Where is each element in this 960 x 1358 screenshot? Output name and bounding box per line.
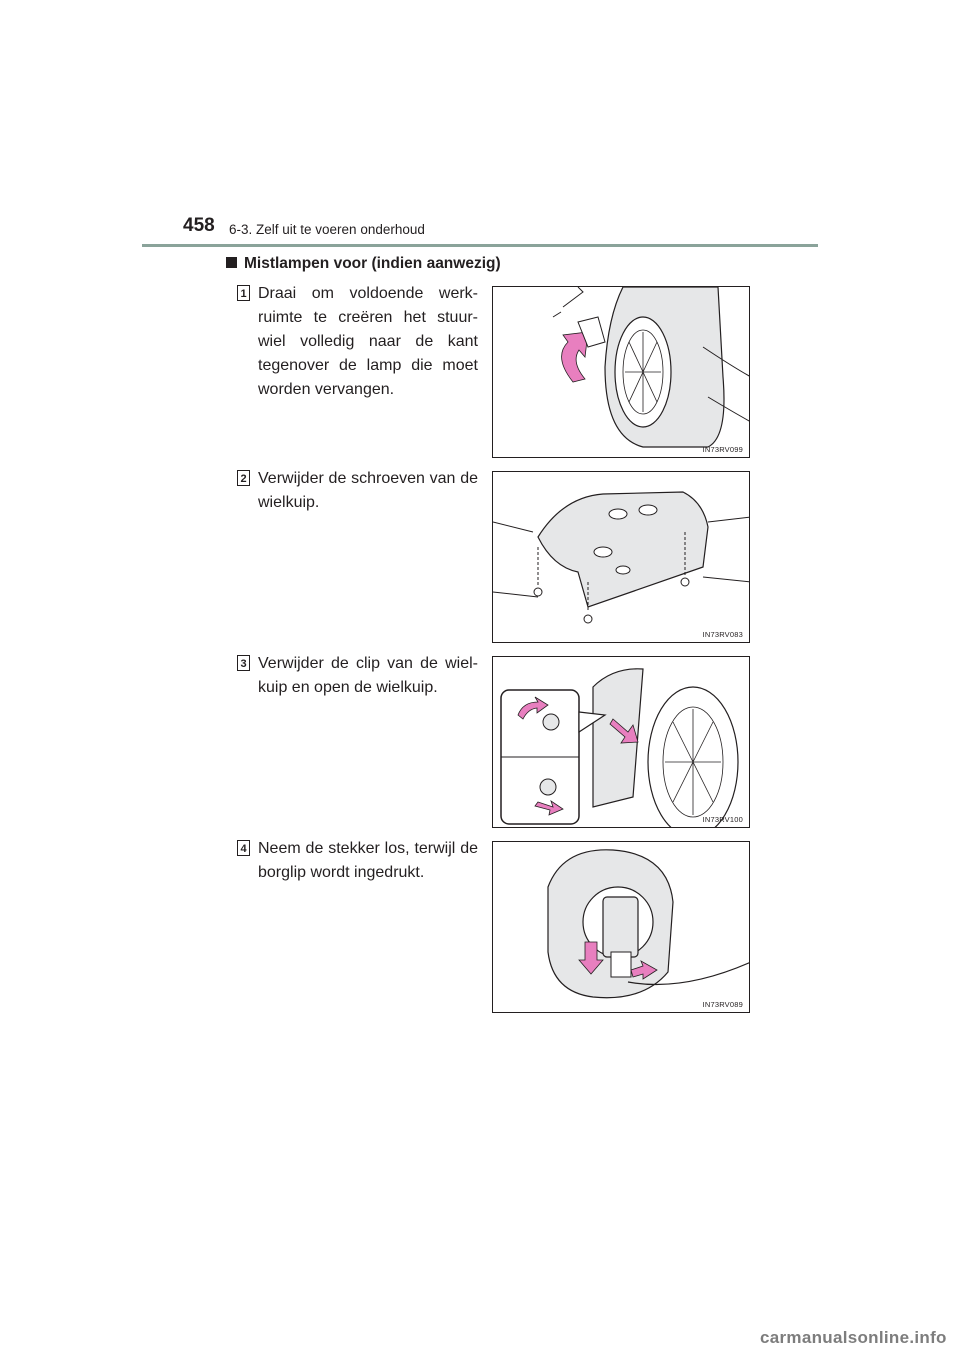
section-heading bbox=[226, 255, 501, 273]
section-title: 6-3. Zelf uit te voeren onderhoud bbox=[229, 222, 425, 237]
step-number-4: 4 bbox=[237, 840, 250, 856]
figure-code-4: IN73RV089 bbox=[702, 1000, 743, 1009]
fog-lamp-connector-illustration bbox=[493, 842, 750, 1013]
steered-wheel-illustration bbox=[493, 287, 750, 458]
figure-2 bbox=[492, 471, 750, 643]
figure-code-1: IN73RV099 bbox=[702, 445, 743, 454]
figure-3 bbox=[492, 656, 750, 828]
wheel-housing-clip-illustration bbox=[493, 657, 750, 828]
figure-1 bbox=[492, 286, 750, 458]
figure-code-3: IN73RV100 bbox=[702, 815, 743, 824]
step-number-1: 1 bbox=[237, 285, 250, 301]
step-number-3: 3 bbox=[237, 655, 250, 671]
square-bullet-icon bbox=[226, 257, 237, 268]
figure-code-2: IN73RV083 bbox=[702, 630, 743, 639]
wheel-housing-screws-illustration bbox=[493, 472, 750, 643]
figure-4 bbox=[492, 841, 750, 1013]
watermark-link[interactable]: carmanualsonline.info bbox=[760, 1328, 947, 1347]
step-text-1: Draai om voldoende werk- ruimte te creëren het stuur- wiel volledig naar de kant tegenover de lamp die moet worden vervangen. bbox=[258, 285, 478, 398]
step-text-2: Verwijder de schroeven van de wielkuip. bbox=[258, 470, 478, 511]
step-text-4: Neem de stekker los, terwijl de borglip wordt ingedrukt. bbox=[258, 840, 478, 881]
step-text-3: Verwijder de clip van de wiel- kuip en open de wielkuip. bbox=[258, 655, 478, 696]
page-number: 458 bbox=[183, 215, 215, 236]
heading-text: Mistlampen voor (indien aanwezig) bbox=[244, 255, 501, 272]
header-rule bbox=[142, 244, 818, 247]
step-number-2: 2 bbox=[237, 470, 250, 486]
